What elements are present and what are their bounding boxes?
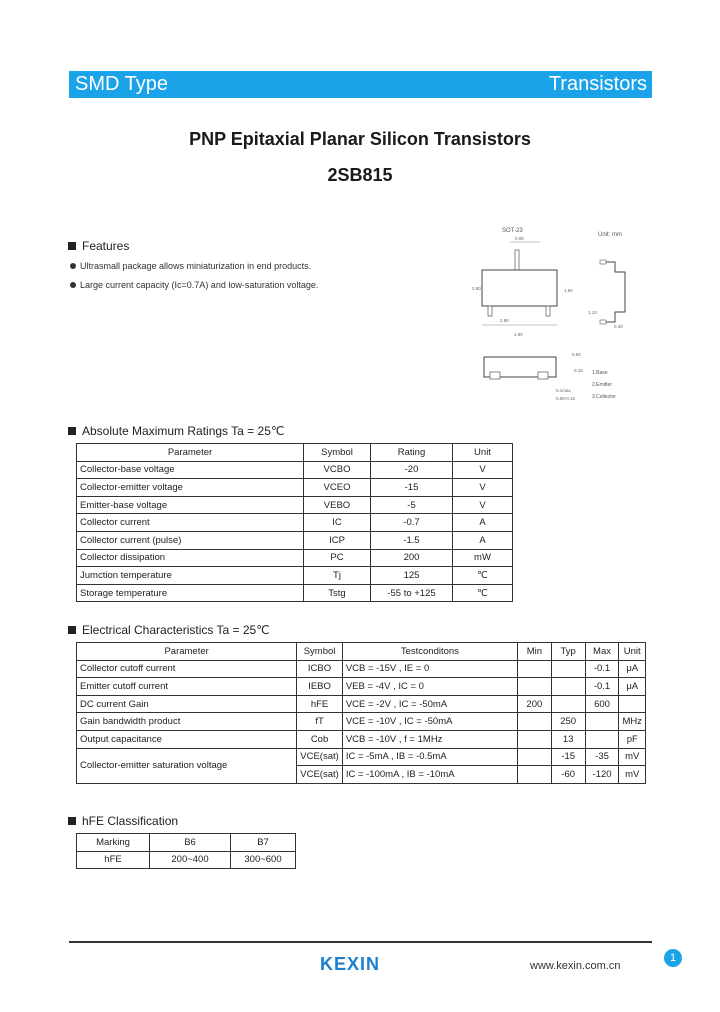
page-title: PNP Epitaxial Planar Silicon Transistors xyxy=(189,129,531,149)
column-header: Rating xyxy=(371,444,453,462)
column-header: Testconditons xyxy=(342,643,517,661)
page-number: 1 xyxy=(664,949,682,967)
svg-text:1.10: 1.10 xyxy=(588,310,597,315)
package-name: SOT-23 xyxy=(502,228,523,234)
column-header: Min xyxy=(517,643,551,661)
column-header: Symbol xyxy=(304,444,371,462)
table-row: Output capacitance Cob VCB = -10V , f = 1MHz 13 pF xyxy=(77,730,646,748)
column-header: Symbol xyxy=(297,643,343,661)
package-outline-drawing xyxy=(470,222,650,412)
svg-text:0.08-0.15: 0.08-0.15 xyxy=(556,396,576,401)
table-row: Collector-emitter voltage VCEO -15 V xyxy=(77,479,513,497)
pin-label: 3.Collector xyxy=(592,394,616,400)
features-heading: Features xyxy=(68,239,129,253)
abs-max-heading: Absolute Maximum Ratings Ta = 25℃ xyxy=(68,424,284,438)
column-header: Typ xyxy=(551,643,585,661)
table-header-row xyxy=(77,643,646,661)
table-header-row xyxy=(77,444,513,462)
feature-item: Large current capacity (Ic=0.7A) and low-saturation voltage. xyxy=(70,280,318,290)
table-row: hFE 200~400 300~600 xyxy=(77,851,296,869)
abs-max-table xyxy=(76,443,513,602)
svg-text:2.80: 2.80 xyxy=(472,286,481,291)
table-row: Collector current (pulse) ICP -1.5 A xyxy=(77,531,513,549)
column-header: Parameter xyxy=(77,643,297,661)
svg-text:1.60: 1.60 xyxy=(564,288,573,293)
table-row: Collector current IC -0.7 A xyxy=(77,514,513,532)
table-row: Collector-emitter saturation voltage VCE(sat) IC = -5mA , IB = -0.5mA -15 -35 mV xyxy=(77,748,646,766)
table-row: Storage temperature Tstg -55 to +125 ℃ xyxy=(77,584,513,602)
electrical-characteristics-table xyxy=(76,642,646,784)
pin-label: 1.Base xyxy=(592,370,608,376)
footer-url[interactable]: www.kexin.com.cn xyxy=(530,960,621,972)
square-bullet-icon xyxy=(68,626,76,634)
table-row: Jumction temperature Tj 125 ℃ xyxy=(77,567,513,585)
table-row: Collector cutoff current ICBO VCB = -15V , IE = 0 -0.1 μA xyxy=(77,660,646,678)
elec-heading: Electrical Characteristics Ta = 25℃ xyxy=(68,623,270,637)
header-right: Transistors xyxy=(548,73,647,95)
table-row: VCE(sat) IC = -100mA , IB = -10mA -60 -120 mV xyxy=(77,766,646,784)
square-bullet-icon xyxy=(68,427,76,435)
table-row: Collector-base voltage VCBO -20 V xyxy=(77,461,513,479)
svg-text:0.95: 0.95 xyxy=(515,236,524,241)
table-row: Emitter cutoff current IEBO VEB = -4V , IC = 0 -0.1 μA xyxy=(77,678,646,696)
svg-text:0.15: 0.15 xyxy=(574,368,583,373)
table-row: Gain bandwidth product fT VCE = -10V , IC = -50mA 250 MHz xyxy=(77,713,646,731)
svg-text:0.40: 0.40 xyxy=(614,324,623,329)
square-bullet-icon xyxy=(68,817,76,825)
column-header: Max xyxy=(585,643,619,661)
hfe-classification-table xyxy=(76,833,296,869)
header-banner xyxy=(69,71,652,98)
svg-text:0.55: 0.55 xyxy=(572,352,581,357)
kexin-logo: KEXIN xyxy=(320,954,381,974)
column-header: Unit xyxy=(453,444,513,462)
dot-bullet-icon xyxy=(70,282,76,288)
square-bullet-icon xyxy=(68,242,76,250)
column-header: Unit xyxy=(619,643,646,661)
header-left: SMD Type xyxy=(75,73,168,95)
table-header-row: Marking B6 B7 xyxy=(77,834,296,852)
package-unit: Unit: mm xyxy=(598,232,622,238)
column-header: Parameter xyxy=(77,444,304,462)
svg-text:1.90: 1.90 xyxy=(514,332,523,337)
pin-label: 2.Emitter xyxy=(592,382,613,388)
footer-divider xyxy=(69,941,652,943)
feature-item: Ultrasmall package allows miniaturization in end products. xyxy=(70,261,311,271)
part-number: 2SB815 xyxy=(327,165,393,185)
dot-bullet-icon xyxy=(70,263,76,269)
hfe-heading: hFE Classification xyxy=(68,814,178,828)
svg-text:2.90: 2.90 xyxy=(500,318,509,323)
table-row: DC current Gain hFE VCE = -2V , IC = -50mA 200 600 xyxy=(77,695,646,713)
svg-text:0.1max: 0.1max xyxy=(556,388,571,393)
table-row: Emitter-base voltage VEBO -5 V xyxy=(77,496,513,514)
table-row: Collector dissipation PC 200 mW xyxy=(77,549,513,567)
